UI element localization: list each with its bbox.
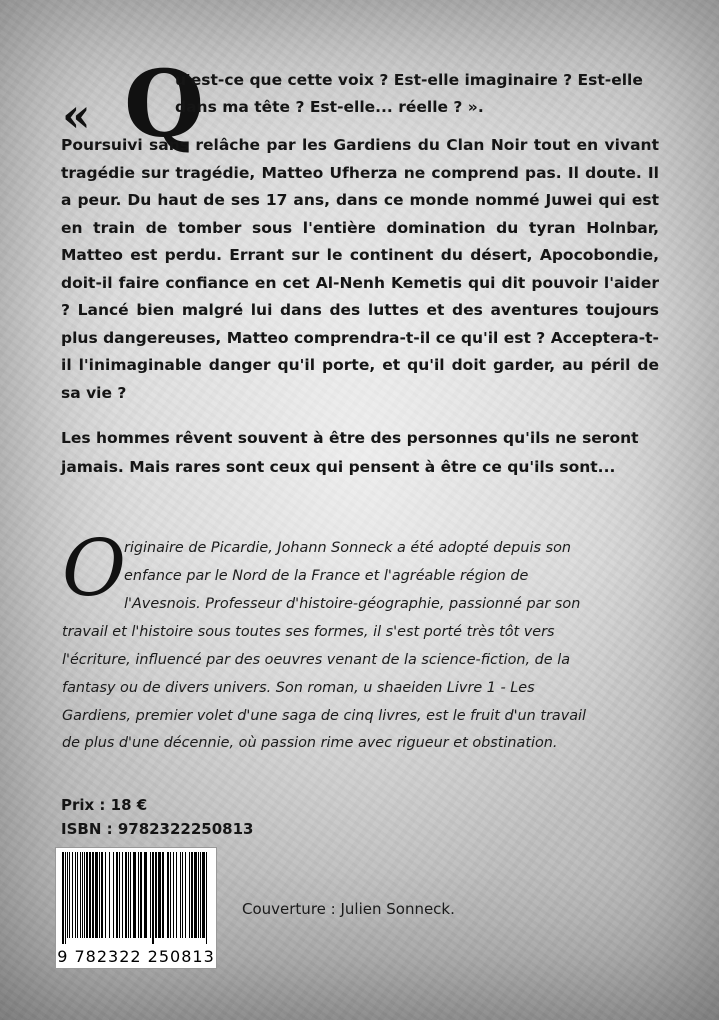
barcode-bar <box>101 852 103 938</box>
barcode-bars <box>60 852 212 944</box>
barcode-digits: 9 782322 250813 <box>57 947 215 966</box>
barcode-bar <box>105 852 106 938</box>
barcode-bar <box>86 852 88 938</box>
barcode-bar <box>95 852 98 938</box>
barcode-bar <box>152 852 154 944</box>
barcode-bar <box>113 852 114 938</box>
synopsis-body-text: Poursuivi sans relâche par les Gardiens du Clan Noir tout en vivant tragédie sur tragédie, Matteo Ufherza ne comprend pas. Il doute. Il a peur. Du haut de ses 17 ans, dans ce monde nommé Juwei qui est en train de tomber sous l'entière domination du tyran Holnbar, Matteo est perdu. Errant sur le continent du désert, Apocobondie, doit-il faire confiance en cet Al-Nenh Kemetis qui dit pouvoir l'aider ? Lancé bien malgré lui dans des luttes et des aventures toujours plus dangereuses, Matteo comprendra-t-il ce qu'il est ? Acceptera-t-il l'inimaginable danger qu'il porte, et qu'il doit garder, au péril de sa vie ? <box>61 136 659 402</box>
barcode-bar <box>173 852 174 938</box>
barcode-bar <box>185 852 186 938</box>
synopsis-body <box>61 132 659 407</box>
bio-line: de plus d'une décennie, où passion rime avec rigueur et obstination. <box>62 735 558 751</box>
barcode-bar <box>150 852 151 938</box>
bio-line: l'écriture, influencé par des oeuvres venant de la science-fiction, de la <box>62 652 571 668</box>
bio-line: Gardiens, premier volet d'une saga de cinq livres, est le fruit d'un travail <box>62 708 587 724</box>
barcode-bar <box>180 852 181 938</box>
barcode-bar <box>99 852 100 938</box>
barcode-bar <box>82 852 83 938</box>
barcode-bar <box>202 852 205 938</box>
barcode-bar <box>65 852 66 944</box>
barcode-bar <box>206 852 207 944</box>
barcode-bar <box>138 852 139 938</box>
barcode-bar <box>200 852 201 938</box>
barcode-bar <box>69 852 70 938</box>
bio-line: enfance par le Nord de la France et l'agréable région de <box>124 568 529 584</box>
bio-line: riginaire de Picardie, Johann Sonneck a été adopté depuis son <box>124 540 572 556</box>
barcode-bar <box>198 852 199 938</box>
barcode-bar <box>176 852 177 938</box>
barcode-bar <box>75 852 76 938</box>
barcode-bar <box>140 852 142 938</box>
synopsis-drop-cap: Q <box>124 50 205 158</box>
barcode-bar <box>119 852 120 938</box>
barcode-bar <box>189 852 190 938</box>
barcode-bar <box>80 852 81 938</box>
synopsis-second-line: dans ma tête ? Est-elle... réelle ? ». <box>175 98 484 116</box>
barcode-bar <box>158 852 161 938</box>
barcode-bar <box>77 852 78 938</box>
barcode-bar <box>125 852 127 938</box>
barcode-bar <box>109 852 110 938</box>
bio-drop-cap: O <box>62 524 126 614</box>
barcode-bar <box>133 852 136 938</box>
barcode-bar <box>116 852 118 938</box>
bio-line: fantasy ou de divers univers. Son roman, u shaeiden Livre 1 - Les <box>62 680 535 696</box>
barcode-bar <box>92 852 94 938</box>
barcode-bar <box>155 852 157 938</box>
opening-guillemet: « <box>62 88 91 142</box>
isbn: ISBN : 9782322250813 <box>61 820 254 838</box>
barcode-bar <box>128 852 129 938</box>
cover-credit: Couverture : Julien Sonneck. <box>242 900 455 918</box>
barcode-bar <box>144 852 147 938</box>
barcode-bar <box>89 852 91 938</box>
synopsis-first-line: u'est-ce que cette voix ? Est-elle imaginaire ? Est-elle <box>175 71 643 89</box>
synopsis-closing: Les hommes rêvent souvent à être des personnes qu'ils ne seront jamais. Mais rares sont ceux qui pensent à être ce qu'ils sont... <box>61 429 639 476</box>
barcode-bar <box>84 852 85 938</box>
bio-line: travail et l'histoire sous toutes ses formes, il s'est porté très tôt vers <box>62 624 555 640</box>
barcode-bar <box>62 852 64 944</box>
barcode-bar <box>122 852 123 938</box>
barcode-bar <box>170 852 171 938</box>
barcode-bar <box>162 852 164 938</box>
barcode-bar <box>72 852 73 938</box>
barcode-bar <box>194 852 197 938</box>
barcode-bar <box>182 852 183 938</box>
barcode-bar <box>67 852 68 938</box>
barcode-bar <box>167 852 169 938</box>
bio-line: l'Avesnois. Professeur d'histoire-géographie, passionné par son <box>124 596 581 612</box>
barcode <box>55 847 217 969</box>
barcode-bar <box>191 852 193 938</box>
barcode-bar <box>130 852 131 938</box>
price: Prix : 18 € <box>61 796 148 814</box>
